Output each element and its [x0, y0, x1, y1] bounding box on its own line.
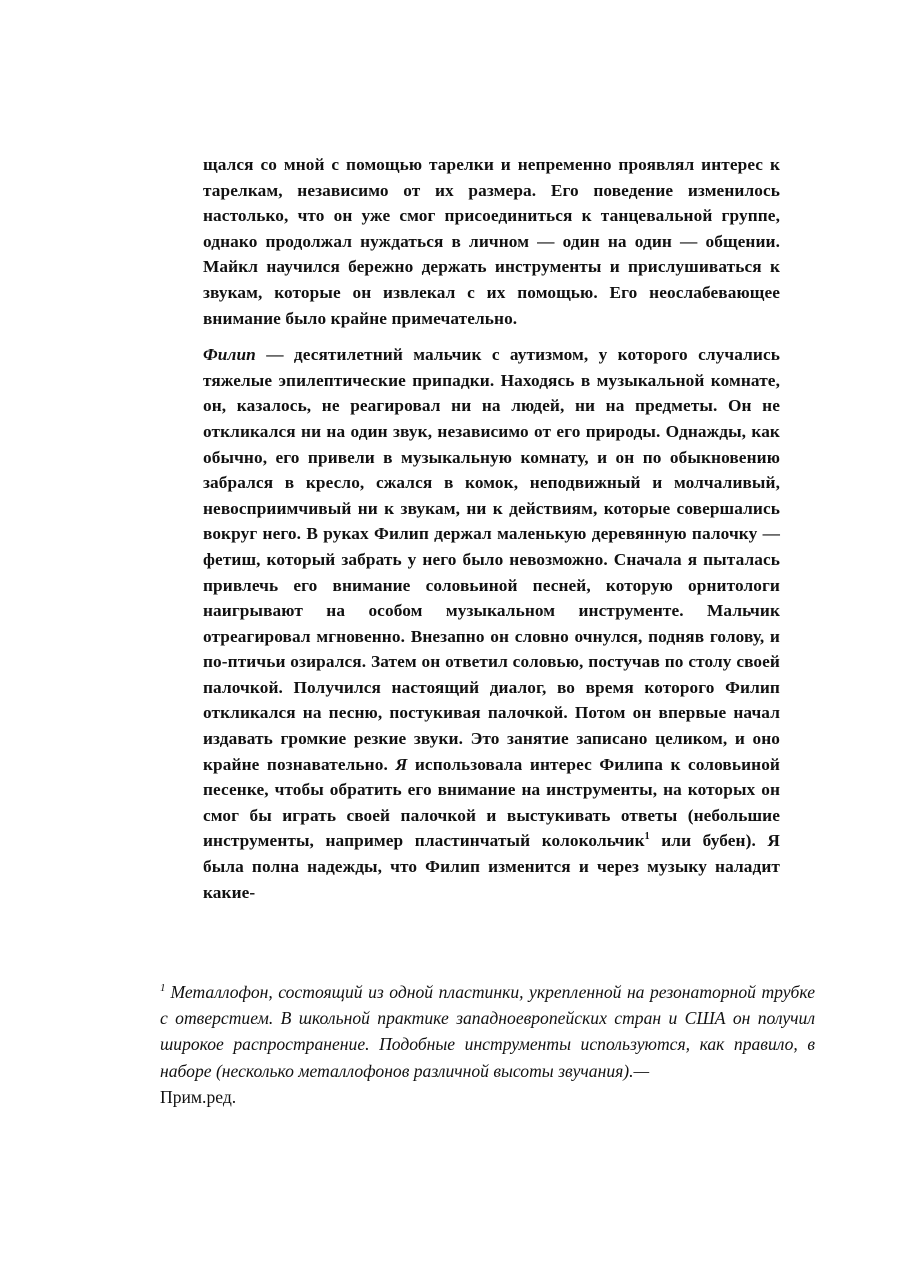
footnote	[160, 979, 815, 1110]
paragraph-philip-part-a: — десятилетний мальчик с аутизмом, у которого случались тяжелые эпилептические припадки. Находясь в музыкальной комнате, он, казалось, не реагировал ни на людей, ни на предметы. Он не откликался ни на один звук, независимо от его природы. Однажды, как обычно, его привели в музыкальную комнату, и он по обыкновению забрался в кресло, сжался в комок, неподвижный и молчаливый, невосприимчивый ни к звукам, ни к действиям, которые совершались вокруг него. В руках Филип держал маленькую деревянную палочку — фетиш, который забрать у него было невозможно. Сначала я пыталась привлечь его внимание соловьиной песней, которую орнитологи наигрывают на особом музыкальном инструменте. Мальчик отреагировал мгновенно. Внезапно он словно очнулся, подняв голову, и по-птичьи озирался. Затем он ответил соловью, постучав по столу своей палочкой. Получился настоящий диалог, во время которого Филип откликался на песню, постукивая палочкой. Потом он впервые начал издавать громкие резкие звуки. Это занятие записано целиком, и оно крайне познавательно.	[203, 345, 780, 774]
pronoun-italic: Я	[395, 754, 408, 774]
paragraph-michael: щался со мной с помощью тарелки и непременно проявлял интерес к тарелкам, независимо от их размера. Его поведение изменилось настолько, что он уже смог присоединиться к танцевальной группе, однако продолжал нуждаться в личном — один на один — общении. Майкл научился бережно держать инструменты и прислушиваться к звукам, которые он извлекал с их помощью. Его неослабевающее внимание было крайне примечательно.	[203, 155, 780, 328]
footnote-reference: 1	[644, 831, 650, 843]
footnote-credit: Прим.ред.	[160, 1086, 237, 1107]
main-text	[203, 152, 780, 905]
name-philip: Филип	[203, 345, 256, 365]
paragraph-philip-part-b: использовала интерес Филипа к соловьиной песенке, чтобы обратить его внимание на инструменты, на которых он смог бы играть своей палочкой и выстукивать ответы (небольшие инструменты, например пластинчатый колокольчик	[203, 754, 780, 851]
footnote-text: Металлофон, состоящий из одной пластинки, укрепленной на резонаторной трубке с отверстием. В школьной практике западноевропейских стран и США он получил широкое распространение. Подобные инструменты используются, как правило, в наборе (несколько металлофонов различной высоты звучания).—	[160, 982, 815, 1081]
paragraph-philip	[203, 342, 780, 905]
footnote-number: 1	[160, 982, 166, 995]
paragraph-philip-part-c: или бубен). Я была полна надежды, что Филип изменится и через музыку наладит какие-	[203, 831, 780, 902]
